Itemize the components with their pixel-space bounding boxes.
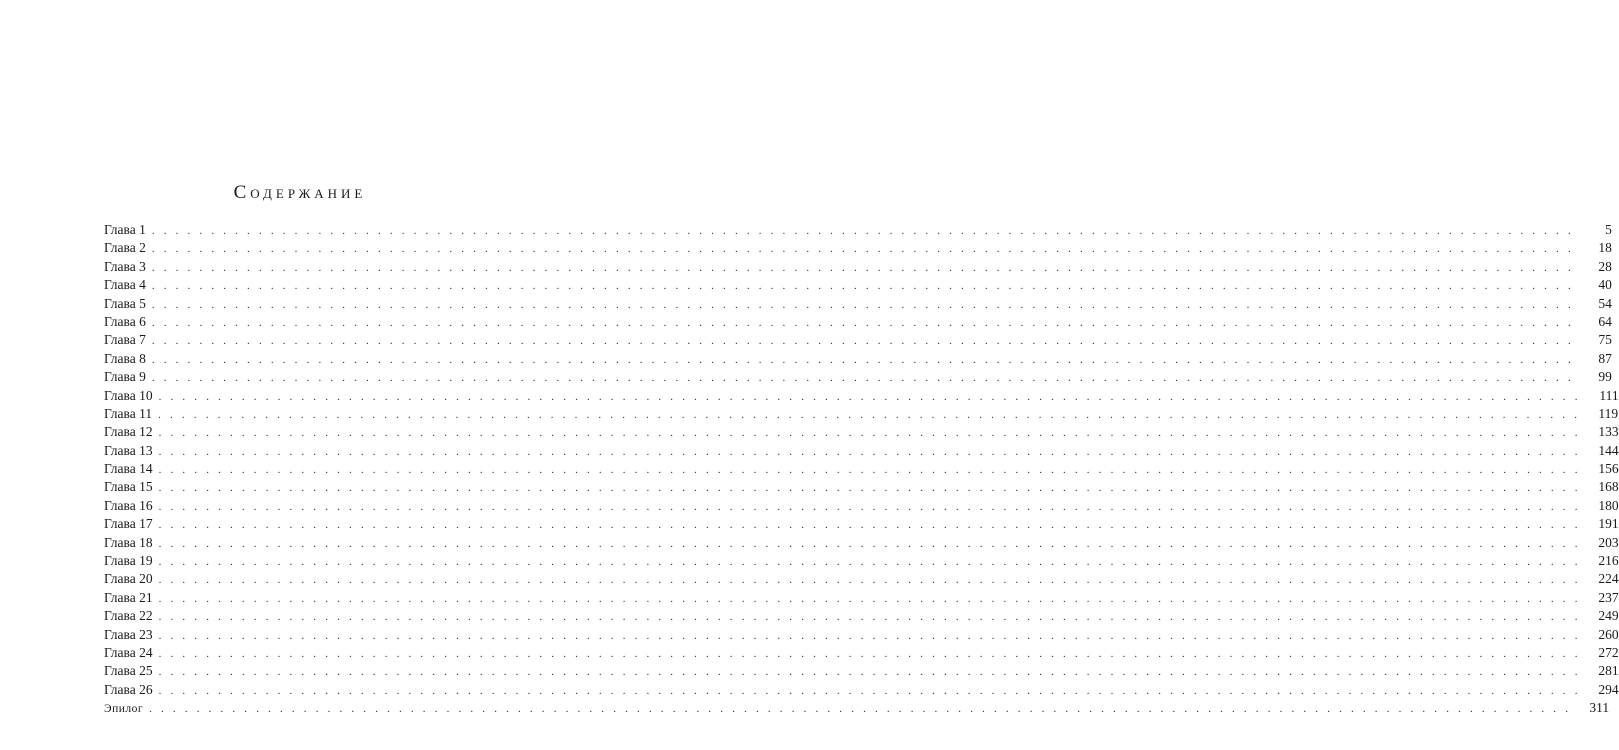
toc-entry [104,460,1619,478]
toc-dot-leader: . . . . . . . . . . . . . . . . . . . . . . . . . . . . . . . . . . . . . . . . . . . . . . . . . . . . . . . . . . . . . . . . . . . . . . . . . . . . . . . . . . . . . . . . . . . . . . . . . . . . . . . . . . . . . . . . . . . . . . . . [158,592,1581,605]
toc-entry-page-number: 5 [1605,222,1612,237]
toc-dot-leader: . . . . . . . . . . . . . . . . . . . . . . . . . . . . . . . . . . . . . . . . . . . . . . . . . . . . . . . . . . . . . . . . . . . . . . . . . . . . . . . . . . . . . . . . . . . . . . . . . . . . . . . . . . . . . . . . . . . . . . . . [158,500,1581,513]
toc-entry [104,699,1610,717]
toc-entry-label: Глава 17 [104,516,153,532]
toc-dot-leader: . . . . . . . . . . . . . . . . . . . . . . . . . . . . . . . . . . . . . . . . . . . . . . . . . . . . . . . . . . . . . . . . . . . . . . . . . . . . . . . . . . . . . . . . . . . . . . . . . . . . . . . . . . . . . . . . . . . . . . . . [158,408,1581,421]
toc-dot-leader: . . . . . . . . . . . . . . . . . . . . . . . . . . . . . . . . . . . . . . . . . . . . . . . . . . . . . . . . . . . . . . . . . . . . . . . . . . . . . . . . . . . . . . . . . . . . . . . . . . . . . . . . . . . . . . . . . . . . . . . . [158,445,1581,458]
toc-entry-label: Глава 16 [104,497,153,513]
toc-dot-leader: . . . . . . . . . . . . . . . . . . . . . . . . . . . . . . . . . . . . . . . . . . . . . . . . . . . . . . . . . . . . . . . . . . . . . . . . . . . . . . . . . . . . . . . . . . . . . . . . . . . . . . . . . . . . . . . . . . . . . . . . [158,482,1581,495]
toc-dot-leader: . . . . . . . . . . . . . . . . . . . . . . . . . . . . . . . . . . . . . . . . . . . . . . . . . . . . . . . . . . . . . . . . . . . . . . . . . . . . . . . . . . . . . . . . . . . . . . . . . . . . . . . . . . . . . . . . . . . . . . . . [158,647,1581,660]
toc-dot-leader: . . . . . . . . . . . . . . . . . . . . . . . . . . . . . . . . . . . . . . . . . . . . . . . . . . . . . . . . . . . . . . . . . . . . . . . . . . . . . . . . . . . . . . . . . . . . . . . . . . . . . . . . . . . . . . . . . . . . . . . . [151,243,1574,256]
toc-entry [104,442,1619,460]
toc-dot-leader: . . . . . . . . . . . . . . . . . . . . . . . . . . . . . . . . . . . . . . . . . . . . . . . . . . . . . . . . . . . . . . . . . . . . . . . . . . . . . . . . . . . . . . . . . . . . . . . . . . . . . . . . . . . . . . . . . . . . . . . . [151,280,1574,293]
toc-entry [104,331,1612,349]
toc-entry [104,570,1619,588]
toc-entry [104,478,1619,496]
toc-entry-label: Глава 14 [104,461,153,477]
toc-dot-leader: . . . . . . . . . . . . . . . . . . . . . . . . . . . . . . . . . . . . . . . . . . . . . . . . . . . . . . . . . . . . . . . . . . . . . . . . . . . . . . . . . . . . . . . . . . . . . . . . . . . . . . . . . . . . . . . . . . . . . . . . [158,519,1581,532]
toc-dot-leader: . . . . . . . . . . . . . . . . . . . . . . . . . . . . . . . . . . . . . . . . . . . . . . . . . . . . . . . . . . . . . . . . . . . . . . . . . . . . . . . . . . . . . . . . . . . . . . . . . . . . . . . . . . . . . . . . . . . . . . . . [158,611,1581,624]
toc-list [104,221,1619,718]
toc-entry-page-number: 180 [1598,497,1619,513]
toc-entry-label: Глава 1 [104,222,146,237]
toc-entry [104,515,1619,533]
toc-title: Содержание [233,182,367,203]
toc-entry-label: Глава 18 [104,534,153,550]
toc-dot-leader: . . . . . . . . . . . . . . . . . . . . . . . . . . . . . . . . . . . . . . . . . . . . . . . . . . . . . . . . . . . . . . . . . . . . . . . . . . . . . . . . . . . . . . . . . . . . . . . . . . . . . . . . . . . . . . . . . . . . . . . . [158,629,1581,642]
toc-entry-page-number: 224 [1598,571,1619,587]
toc-dot-leader: . . . . . . . . . . . . . . . . . . . . . . . . . . . . . . . . . . . . . . . . . . . . . . . . . . . . . . . . . . . . . . . . . . . . . . . . . . . . . . . . . . . . . . . . . . . . . . . . . . . . . . . . . . . . . . . . . . . . . . . . [151,261,1574,274]
toc-entry [104,607,1619,625]
toc-entry-label: Глава 26 [104,681,153,697]
toc-dot-leader: . . . . . . . . . . . . . . . . . . . . . . . . . . . . . . . . . . . . . . . . . . . . . . . . . . . . . . . . . . . . . . . . . . . . . . . . . . . . . . . . . . . . . . . . . . . . . . . . . . . . . . . . . . . . . . . . . . . . . . . . [151,335,1574,348]
toc-entry-page-number: 133 [1598,424,1619,440]
toc-entry-page-number: 119 [1598,405,1619,421]
toc-entry-label: Глава 8 [104,350,146,366]
toc-entry-page-number: 18 [1598,240,1612,256]
toc-dot-leader: . . . . . . . . . . . . . . . . . . . . . . . . . . . . . . . . . . . . . . . . . . . . . . . . . . . . . . . . . . . . . . . . . . . . . . . . . . . . . . . . . . . . . . . . . . . . . . . . . . . . . . . . . . . . . . . . . . . . . . . . [151,225,1574,237]
toc-entry-page-number: 144 [1598,442,1619,458]
toc-entry-label: Глава 22 [104,608,153,624]
toc-entry-label: Эпилог [104,703,144,716]
toc-entry [104,258,1612,276]
toc-dot-leader: . . . . . . . . . . . . . . . . . . . . . . . . . . . . . . . . . . . . . . . . . . . . . . . . . . . . . . . . . . . . . . . . . . . . . . . . . . . . . . . . . . . . . . . . . . . . . . . . . . . . . . . . . . . . . . . . . . . . . . . . [151,372,1574,385]
toc-entry-page-number: 99 [1598,369,1612,385]
toc-entry [104,387,1619,405]
toc-entry-label: Глава 19 [104,553,153,569]
toc-dot-leader: . . . . . . . . . . . . . . . . . . . . . . . . . . . . . . . . . . . . . . . . . . . . . . . . . . . . . . . . . . . . . . . . . . . . . . . . . . . . . . . . . . . . . . . . . . . . . . . . . . . . . . . . . . . . . . . . . . . . . . . . [158,666,1581,679]
toc-entry-page-number: 311 [1589,700,1610,716]
toc-entry [104,662,1619,680]
toc-entry [104,239,1612,257]
toc-entry-label: Глава 23 [104,626,153,642]
toc-entry [104,552,1619,570]
toc-entry [104,405,1619,423]
toc-dot-leader: . . . . . . . . . . . . . . . . . . . . . . . . . . . . . . . . . . . . . . . . . . . . . . . . . . . . . . . . . . . . . . . . . . . . . . . . . . . . . . . . . . . . . . . . . . . . . . . . . . . . . . . . . . . . . . . . . . . . . . . . [158,464,1581,477]
toc-entry [104,368,1612,386]
toc-entry-label: Глава 12 [104,424,153,440]
toc-dot-leader: . . . . . . . . . . . . . . . . . . . . . . . . . . . . . . . . . . . . . . . . . . . . . . . . . . . . . . . . . . . . . . . . . . . . . . . . . . . . . . . . . . . . . . . . . . . . . . . . . . . . . . . . . . . . . . . . . . . . . . . . [158,537,1581,550]
toc-entry-label: Глава 10 [104,387,153,403]
toc-entry-label: Глава 2 [104,240,146,256]
toc-dot-leader: . . . . . . . . . . . . . . . . . . . . . . . . . . . . . . . . . . . . . . . . . . . . . . . . . . . . . . . . . . . . . . . . . . . . . . . . . . . . . . . . . . . . . . . . . . . . . . . . . . . . . . . . . . . . . . . . . . . . . . . . [151,316,1574,329]
toc-entry-label: Глава 9 [104,369,146,385]
toc-entry [104,681,1619,699]
toc-entry [104,295,1612,313]
toc-entry-page-number: 249 [1598,608,1619,624]
toc-entry [104,423,1619,441]
toc-dot-leader: . . . . . . . . . . . . . . . . . . . . . . . . . . . . . . . . . . . . . . . . . . . . . . . . . . . . . . . . . . . . . . . . . . . . . . . . . . . . . . . . . . . . . . . . . . . . . . . . . . . . . . . . . . . . . . . . . . . . . . . . [151,298,1574,311]
toc-entry-page-number: 156 [1598,461,1619,477]
toc-entry [104,313,1612,331]
toc-entry-page-number: 28 [1598,258,1612,274]
toc-entry [104,534,1619,552]
toc-dot-leader: . . . . . . . . . . . . . . . . . . . . . . . . . . . . . . . . . . . . . . . . . . . . . . . . . . . . . . . . . . . . . . . . . . . . . . . . . . . . . . . . . . . . . . . . . . . . . . . . . . . . . . . . . . . . . . . . . . . . . . . . [158,390,1581,403]
toc-dot-leader: . . . . . . . . . . . . . . . . . . . . . . . . . . . . . . . . . . . . . . . . . . . . . . . . . . . . . . . . . . . . . . . . . . . . . . . . . . . . . . . . . . . . . . . . . . . . . . . . . . . . . . . . . . . . . . . . . . . . . . . . [149,703,1572,716]
toc-entry-page-number: 237 [1598,589,1619,605]
toc-entry-label: Глава 4 [104,277,146,293]
toc-entry-page-number: 75 [1598,332,1612,348]
toc-entry-label: Глава 25 [104,663,153,679]
toc-entry [104,350,1612,368]
toc-entry [104,497,1619,515]
toc-entry-label: Глава 3 [104,258,146,274]
toc-entry-page-number: 54 [1598,295,1612,311]
toc-entry [104,276,1612,294]
toc-entry-label: Глава 6 [104,313,146,329]
toc-entry [104,626,1619,644]
toc-entry-page-number: 191 [1598,516,1619,532]
toc-dot-leader: . . . . . . . . . . . . . . . . . . . . . . . . . . . . . . . . . . . . . . . . . . . . . . . . . . . . . . . . . . . . . . . . . . . . . . . . . . . . . . . . . . . . . . . . . . . . . . . . . . . . . . . . . . . . . . . . . . . . . . . . [151,353,1574,366]
toc-dot-leader: . . . . . . . . . . . . . . . . . . . . . . . . . . . . . . . . . . . . . . . . . . . . . . . . . . . . . . . . . . . . . . . . . . . . . . . . . . . . . . . . . . . . . . . . . . . . . . . . . . . . . . . . . . . . . . . . . . . . . . . . [158,556,1581,569]
toc-entry-page-number: 87 [1598,350,1612,366]
toc-entry-label: Глава 20 [104,571,153,587]
toc-entry-page-number: 294 [1598,681,1619,697]
toc-entry-label: Глава 5 [104,295,146,311]
toc-entry [104,221,1612,239]
toc-entry-page-number: 281 [1598,663,1619,679]
toc-dot-leader: . . . . . . . . . . . . . . . . . . . . . . . . . . . . . . . . . . . . . . . . . . . . . . . . . . . . . . . . . . . . . . . . . . . . . . . . . . . . . . . . . . . . . . . . . . . . . . . . . . . . . . . . . . . . . . . . . . . . . . . . [158,574,1581,587]
toc-entry-page-number: 64 [1598,313,1612,329]
toc-entry-label: Глава 15 [104,479,153,495]
toc-entry-page-number: 168 [1598,479,1619,495]
toc-entry-label: Глава 13 [104,442,153,458]
toc-entry-page-number: 111 [1599,387,1619,403]
toc-entry-page-number: 203 [1598,534,1619,550]
toc-entry-label: Глава 7 [104,332,146,348]
toc-dot-leader: . . . . . . . . . . . . . . . . . . . . . . . . . . . . . . . . . . . . . . . . . . . . . . . . . . . . . . . . . . . . . . . . . . . . . . . . . . . . . . . . . . . . . . . . . . . . . . . . . . . . . . . . . . . . . . . . . . . . . . . . [158,427,1581,440]
toc-entry-page-number: 40 [1598,277,1612,293]
toc-entry-page-number: 216 [1598,553,1619,569]
toc-entry-label: Глава 21 [104,589,153,605]
toc-entry-label: Глава 11 [104,405,153,421]
toc-entry-page-number: 260 [1598,626,1619,642]
toc-entry-label: Глава 24 [104,644,153,660]
toc-entry [104,644,1619,662]
toc-entry [104,589,1619,607]
toc-entry-page-number: 272 [1598,644,1619,660]
toc-dot-leader: . . . . . . . . . . . . . . . . . . . . . . . . . . . . . . . . . . . . . . . . . . . . . . . . . . . . . . . . . . . . . . . . . . . . . . . . . . . . . . . . . . . . . . . . . . . . . . . . . . . . . . . . . . . . . . . . . . . . . . . . [158,684,1581,697]
